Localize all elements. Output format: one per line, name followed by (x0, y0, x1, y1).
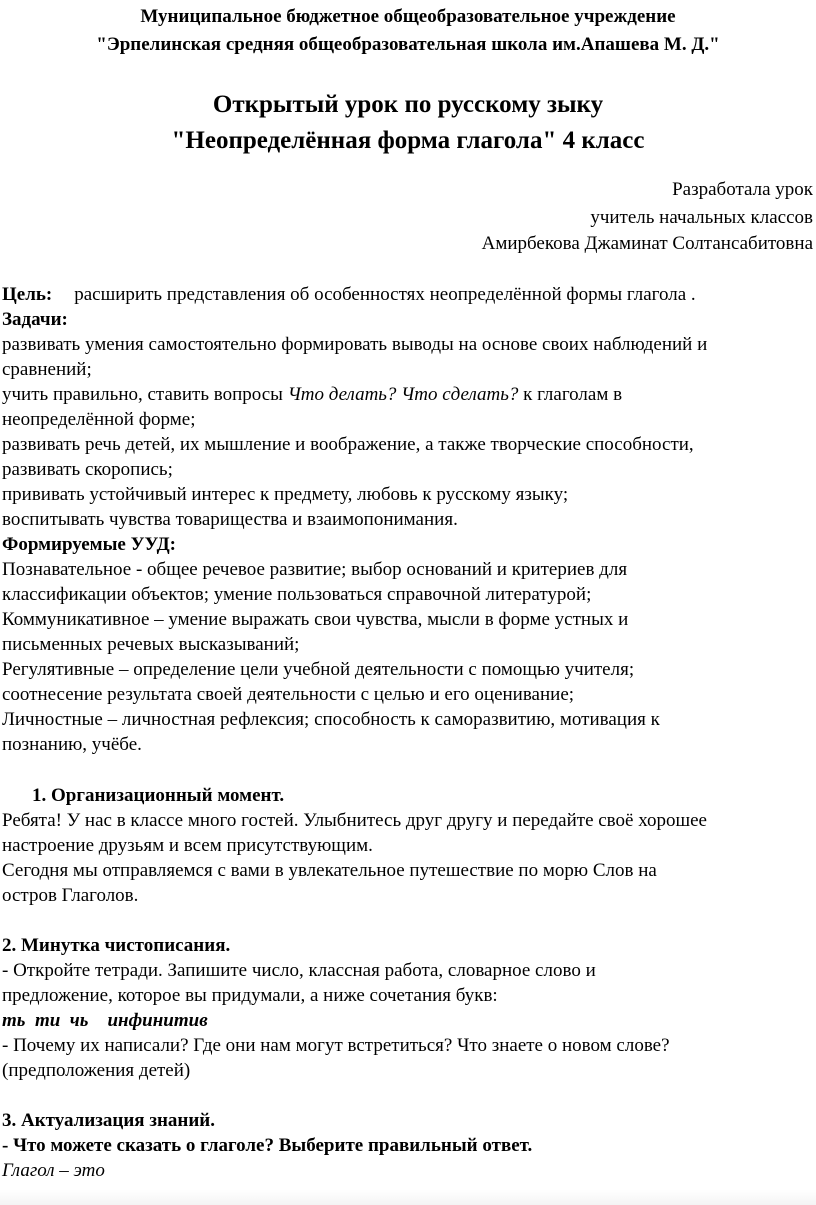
goal-line (2, 283, 696, 307)
task-2b: неопределённой форме; (2, 409, 196, 430)
section-2-line-3: - Почему их написали? Где они нам могут встретиться? Что знаете о новом слове? (2, 1035, 670, 1056)
section-1-line-3: Сегодня мы отправляемся с вами в увлекательное путешествие по морю Слов на (2, 860, 657, 881)
tasks-label: Задачи: (2, 309, 68, 330)
section-3-question: - Что можете сказать о глаголе? Выберите правильный ответ. (2, 1135, 533, 1156)
section-1-line-1: Ребята! У нас в классе много гостей. Улыбнитесь друг другу и передайте своё хорошее (2, 810, 707, 831)
task-3b: развивать скоропись; (2, 459, 173, 480)
school-name-line1: Муниципальное бюджетное общеобразовательное учреждение (140, 6, 676, 27)
task-1b: сравнений; (2, 359, 92, 380)
uud-line-8: познанию, учёбе. (2, 734, 142, 755)
page-bottom-edge (0, 1190, 816, 1205)
section-2-line-1: - Откройте тетради. Запишите число, классная работа, словарное слово и (2, 960, 596, 981)
section-2-line-4: (предположения детей) (2, 1060, 191, 1081)
section-2-line-2: предложение, которое вы придумали, а ниже сочетания букв: (2, 985, 498, 1006)
lesson-title-line2: "Неопределённая форма глагола" 4 класс (171, 127, 645, 154)
uud-line-6: соотнесение результата своей деятельности с целью и его оценивание; (2, 684, 575, 705)
uud-line-2: классификации объектов; умение пользоваться справочной литературой; (2, 584, 592, 605)
author-position: учитель начальных классов (590, 207, 813, 228)
lesson-title-line1: Открытый урок по русскому зыку (212, 91, 604, 118)
goal-text: расширить представления об особенностях неопределённой формы глагола . (74, 284, 696, 305)
uud-line-4: письменных речевых высказываний; (2, 634, 300, 655)
uud-line-7: Личностные – личностная рефлексия; способность к саморазвитию, мотивация к (2, 709, 660, 730)
section-3-heading: 3. Актуализация знаний. (2, 1110, 216, 1131)
task-2a (2, 383, 622, 407)
section-1-line-2: настроение друзьям и всем присутствующим. (2, 835, 373, 856)
goal-label: Цель: (2, 284, 53, 305)
section-2-heading: 2. Минутка чистописания. (2, 935, 231, 956)
glagol-definition: Глагол – это (2, 1160, 105, 1181)
uud-line-1: Познавательное - общее речевое развитие; выбор оснований и критериев для (2, 559, 628, 580)
task-3a: развивать речь детей, их мышление и воображение, а также творческие способности, (2, 434, 694, 455)
section-1-line-4: остров Глаголов. (2, 885, 139, 906)
school-name-line2: "Эрпелинская средняя общеобразовательная школа им.Апашева М. Д." (96, 34, 720, 55)
task-4: прививать устойчивый интерес к предмету, любовь к русскому языку; (2, 484, 569, 505)
task-1a: развивать умения самостоятельно формировать выводы на основе своих наблюдений и (2, 334, 708, 355)
author-role: Разработала урок (672, 179, 813, 200)
uud-line-3: Коммуникативное – умение выражать свои чувства, мысли в форме устных и (2, 609, 629, 630)
uud-label: Формируемые УУД: (2, 534, 176, 555)
uud-line-5: Регулятивные – определение цели учебной деятельности с помощью учителя; (2, 659, 635, 680)
task-5: воспитывать чувства товарищества и взаимопонимания. (2, 509, 458, 530)
letter-combinations: ть ти чь инфинитив (2, 1010, 208, 1031)
task-2a-tail: к глаголам в (518, 384, 623, 405)
author-name: Амирбекова Джаминат Солтансабитовна (481, 233, 813, 254)
task-2a-text: учить правильно, ставить вопросы (2, 384, 288, 405)
task-2a-questions: Что делать? Что сделать? (287, 384, 519, 405)
section-1-heading: 1. Организационный момент. (32, 785, 285, 806)
